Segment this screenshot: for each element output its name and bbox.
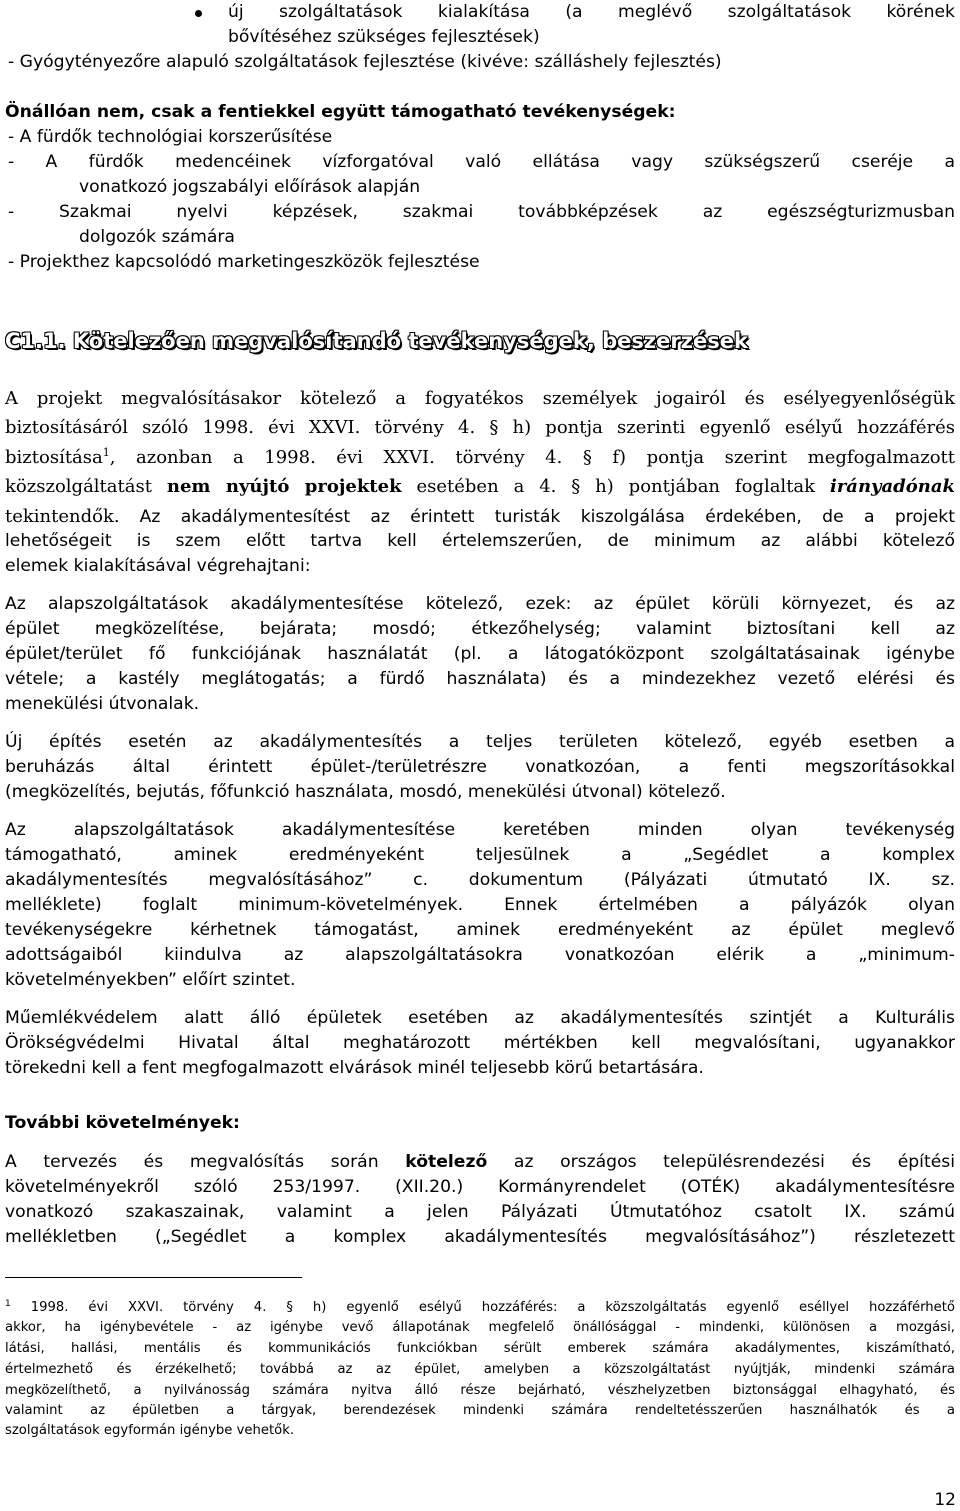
para3-line-1: Új építés esetén az akadálymentesítés a teljes területen kötelező, egyéb esetben a <box>5 732 955 752</box>
further-line-4: mellékletben („Segédlet a komplex akadálymentesítés megvalósításához”) részletezett <box>5 1227 955 1247</box>
footnote-line-6: valamint az épületben a tárgyak, berendezések mindenki számára rendeltetésszerűen használhatók és a <box>5 1403 955 1418</box>
footnote-line-5: megközelíthető, a nyilvánosság számára nyitva álló része bejárható, vészhelyzetben biztonsággal elhagyható, és <box>5 1383 955 1398</box>
footnote-ref: 1 <box>102 446 110 459</box>
supported-heading: Önállóan nem, csak a fentiekkel együtt támogatható tevékenységek: <box>5 102 676 122</box>
para5-line-1: Műemlékvédelem alatt álló épületek esetében az akadálymentesítés szintjét a Kulturális <box>5 1008 955 1028</box>
para1-line-5: tekintendők. Az akadálymentesítést az érintett turisták kiszolgálása érdekében, de a projekt <box>5 506 956 527</box>
para4-line-6: adottságaiból kiindulva az alapszolgáltatásokra vonatkozóan elérik a „minimum- <box>5 945 955 965</box>
para2-line-1: Az alapszolgáltatások akadálymentesítése kötelező, ezek: az épület körüli környezet, és az <box>5 594 955 614</box>
supported-item-3-line-1: - Szakmai nyelvi képzések, szakmai továbbképzések az egészségturizmusban <box>8 202 955 222</box>
para5-line-2: Örökségvédelmi Hivatal által meghatározott mértékben kell megvalósítani, ugyanakkor <box>5 1033 955 1053</box>
bullet-line-2: bővítéséhez szükséges fejlesztések) <box>228 27 540 47</box>
further-line-2: követelményekről szóló 253/1997. (XII.20.) Kormányrendelet (OTÉK) akadálymentesítésre <box>5 1177 955 1197</box>
footnote-line-4: értelmezhető és érzékelhető; továbbá az az épület, amelyben a közszolgáltatást nyújtják, mindenki számára <box>5 1362 955 1377</box>
para1-line-6: lehetőségeit is szem előtt tartva kell értelemszerűen, de minimum az alábbi kötelező <box>5 531 955 551</box>
footnote-line-7: szolgáltatások egyformán igénybe vehetők. <box>5 1423 295 1438</box>
supported-item-4: - Projekthez kapcsolódó marketingeszközök fejlesztése <box>8 252 480 272</box>
para1-line-2: biztosításáról szóló 1998. évi XXVI. törvény 4. § h) pontja szerinti egyenlő esélyű hozzáférés <box>5 417 955 438</box>
para3-line-2: beruházás által érintett épület-/területrészre vonatkozóan, a fenti megszorításokkal <box>5 757 955 777</box>
para1-line-3: biztosítása$^1$, azonban a 1998. évi XXVI. törvény 4. § f) pontja szerint megfogalmazott <box>5 446 955 468</box>
footnote-line-3: látási, hallási, mentális és kommunikációs funkciókban sérült emberek számára akadálymentes, kiszámítható, <box>5 1341 955 1356</box>
para3-line-3: (megközelítés, bejutás, főfunkció használata, mosdó, menekülési útvonal) kötelező. <box>5 782 726 802</box>
para1-line-4: közszolgáltatást nem nyújtó projektek esetében a 4. § h) pontjában foglaltak irányadónak <box>5 476 955 497</box>
footnote-line-1: $^1$ 1998. évi XXVI. törvény 4. § h) egyenlő esélyű hozzáférés: a közszolgáltatás egyenlő eséllyel hozzáférhető <box>5 1299 955 1315</box>
para4-line-2: támogatható, aminek eredményeként teljesülnek a „Segédlet a komplex <box>5 845 955 865</box>
para2-line-3: épület/terület fő funkciójának használatát (pl. a látogatóközpont szolgáltatásainak igénybe <box>5 644 955 664</box>
para1-line-7: elemek kialakításával végrehajtani: <box>5 556 311 576</box>
para4-line-5: tevékenységekre kérhetnek támogatást, aminek eredményeként az épület meglevő <box>5 920 955 940</box>
para4-line-1: Az alapszolgáltatások akadálymentesítése keretében minden olyan tevékenység <box>5 820 955 840</box>
bullet-line-1: új szolgáltatások kialakítása (a meglévő szolgáltatások körének <box>228 2 955 22</box>
para4-line-7: követelményekben” előírt szintet. <box>5 970 296 990</box>
para4-line-4: melléklete) foglalt minimum-követelmények. Ennek értelmében a pályázók olyan <box>5 895 955 915</box>
para1-line-1: A projekt megvalósításakor kötelező a fogyatékos személyek jogairól és esélyegyenlőségük <box>5 388 955 409</box>
para4-line-3: akadálymentesítés megvalósításához” c. dokumentum (Pályázati útmutató IX. sz. <box>5 870 955 890</box>
further-line-1: A tervezés és megvalósítás során kötelező az országos településrendezési és építési <box>5 1152 956 1172</box>
footnote-separator <box>5 1277 302 1278</box>
para5-line-3: törekedni kell a fent megfogalmazott elvárások minél teljesebb körű betartására. <box>5 1058 704 1078</box>
para2-line-2: épület megközelítése, bejárata; mosdó; étkezőhelység; valamint biztosítani kell az <box>5 619 955 639</box>
supported-item-2-line-1: - A fürdők medencéinek vízforgatóval való ellátása vagy szükségszerű cseréje a <box>8 152 955 172</box>
further-heading: További követelmények: <box>5 1113 240 1133</box>
page-number: 12 <box>934 1490 956 1510</box>
supported-item-3-line-2: dolgozók számára <box>79 227 235 247</box>
para2-line-5: menekülési útvonalak. <box>5 694 200 714</box>
further-line-3: vonatkozó szakaszainak, valamint a jelen Pályázati Útmutatóhoz csatolt IX. számú <box>5 1202 955 1222</box>
dash-item-gyogytenyezo: - Gyógytényezőre alapuló szolgáltatások fejlesztése (kivéve: szálláshely fejlesztés) <box>8 52 722 72</box>
supported-item-2-line-2: vonatkozó jogszabályi előírások alapján <box>79 177 421 197</box>
bullet-dot-icon <box>195 10 202 17</box>
supported-item-1: - A fürdők technológiai korszerűsítése <box>8 127 333 147</box>
para2-line-4: vétele; a kastély meglátogatás; a fürdő használata) és a mindezekhez vezető elérési és <box>5 669 955 689</box>
section-heading-c11: C1.1. Kötelezően megvalósítandó tevékenységek, beszerzések <box>5 329 748 353</box>
footnote-line-2: akkor, ha igénybevétele - az igénybe vevő állapotának megfelelő önállósággal - mindenki, különösen a mozgási, <box>5 1320 955 1335</box>
